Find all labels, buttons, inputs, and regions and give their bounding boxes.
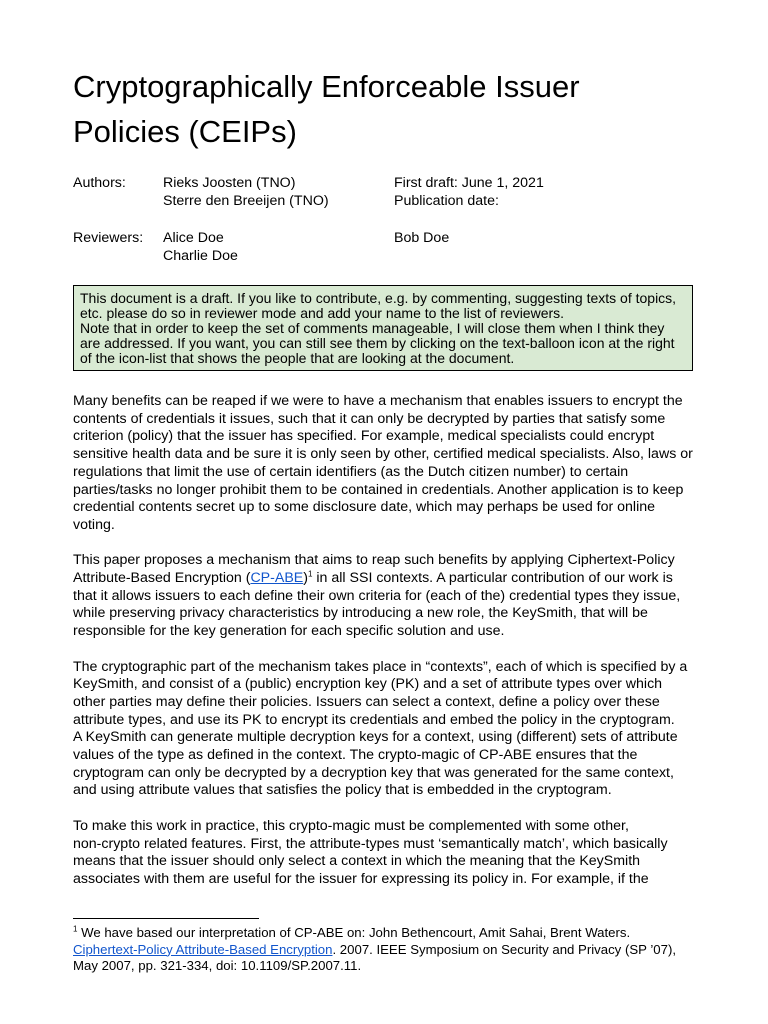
paragraph: This paper proposes a mechanism that aims to reap such benefits by applying Ciphertext-Policy Attribute-Based Encryption $(CP-ABE)^1$ in all SSI contexts. A particular contribution of our work is that it allows issuers to each define their own criteria for (each of the) credential types they issue, while preserving privacy characteristics by introducing a new role, the KeySmith, that will be responsible for the key generation for each specific solution and use. [73, 552, 681, 640]
cp-abe-paper-link[interactable]: Ciphertext-Policy Attribute-Based Encryption [73, 941, 333, 957]
footnote-number: 1 [73, 924, 78, 934]
reviewer-name: Bob Doe [394, 230, 450, 246]
authors-label: Authors: [73, 175, 126, 191]
draft-note-text: This document is a draft. If you like to contribute, e.g. by commenting, suggesting texts of topics, etc. please do so in reviewer mode and add your name to the list of reviewers. [80, 290, 677, 321]
draft-info [394, 174, 544, 210]
draft-note-box [73, 285, 693, 371]
paragraph: The cryptographic part of the mechanism takes place in “contexts”, each of which is specified by a KeySmith, and consist of a (public) encryption key (PK) and a set of attribute types over which other parties may define their policies. Issuers can select a context, define a policy over these attribute types, and use its PK to encrypt its credentials and embed the policy in the cryptogram. A KeySmith can generate multiple decryption keys for a context, using (different) sets of attribute values of the type as defined in the context. The crypto-magic of CP-ABE ensures that the cryptogram can only be decrypted by a decryption key that was generated for the same context, and using attribute values that satisfies the policy that is embedded in the cryptogram. [73, 658, 688, 799]
footnote-separator [73, 918, 259, 919]
reviewer-name: Alice Doe [163, 230, 224, 246]
document-body [73, 393, 695, 906]
document-title: Cryptographically Enforceable Issuer Policies (CEIPs) [73, 69, 580, 149]
author-name: Sterre den Breeijen (TNO) [163, 193, 329, 209]
paragraph: To make this work in practice, this crypto-magic must be complemented with some other, non-crypto related features. First, the attribute-types must ‘semantically match’, which basically means that the issuer should only select a context in which the meaning that the KeySmith associates with them are useful for the issuer for expressing its policy in. For example, if the [73, 817, 668, 887]
reviewers-list [163, 229, 238, 265]
author-name: Rieks Joosten (TNO) [163, 175, 296, 191]
paragraph: Many benefits can be reaped if we were to have a mechanism that enables issuers to encrypt the contents of credentials it issues, such that it can only be decrypted by parties that satisfy some criterion (policy) that the issuer has specified. For example, medical specialists could encrypt sensitive health data and be sure it is only seen by other, certified medical specialists. Also, laws or regulations that limit the use of certain identifiers (as the Dutch citizen number) to certain parties/tasks no longer prohibit them to be contained in credentials. Another application is to keep credential contents secret up to some disclosure date, which may perhaps be used for online voting. [73, 393, 693, 533]
footnote-ref[interactable]: 1 [308, 569, 313, 579]
authors-list [163, 174, 329, 210]
draft-note-text: Note that in order to keep the set of comments manageable, I will close them when I think they are addressed. If you want, you can still see them by clicking on the text-balloon icon at the right of the icon-list that shows the people that are looking at the document. [80, 320, 675, 366]
publication-date: Publication date: [394, 193, 499, 209]
reviewers-label: Reviewers: [73, 230, 144, 246]
reviewers-list-2 [394, 229, 449, 247]
footnote: $^1$ We have based our interpretation of CP-ABE on: John Bethencourt, Amit Sahai, Brent Waters. Ciphertext-Policy Attribute-Based Encryption. 2007. IEEE Symposium on Security and Privacy (SP ’07), May 2007, pp. 321-334, doi: 10.1109/SP.2007.11. [73, 924, 677, 973]
reviewer-name: Charlie Doe [163, 248, 238, 264]
cp-abe-link[interactable]: CP-ABE [250, 570, 304, 587]
first-draft-date: First draft: June 1, 2021 [394, 175, 544, 191]
